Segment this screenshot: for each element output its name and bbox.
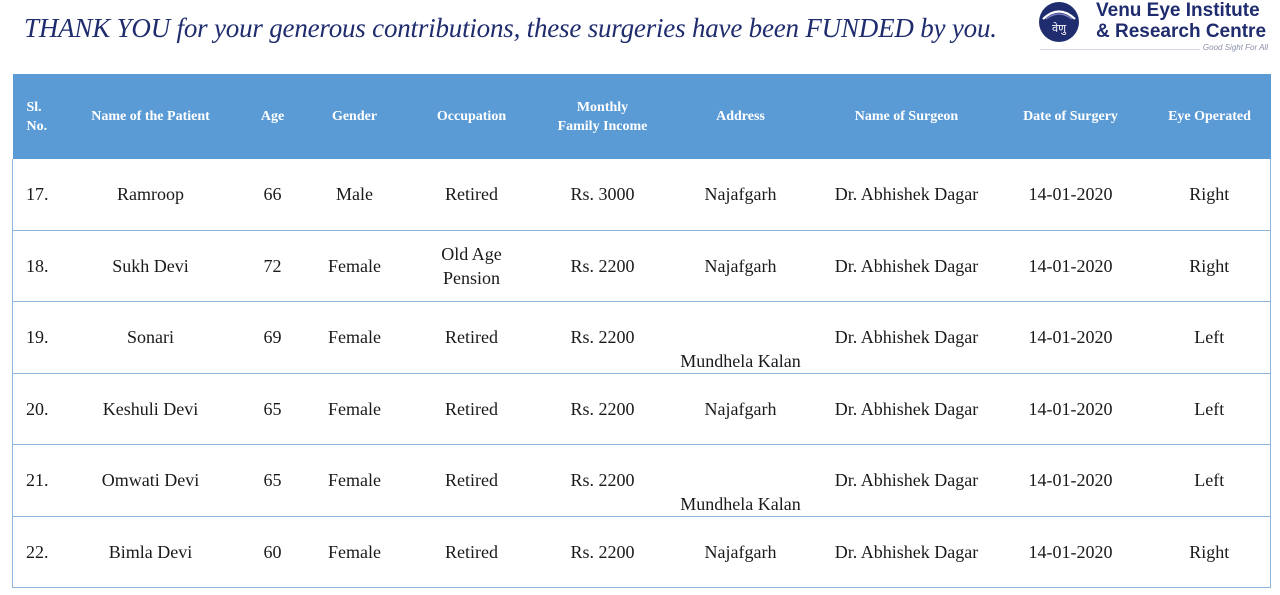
header-occupation: Occupation [399, 75, 545, 159]
cell-occupation: Retired [399, 445, 545, 517]
cell-surgeon: Dr. Abhishek Dagar [821, 373, 993, 445]
table-header-row [13, 75, 1271, 159]
cell-address: Najafgarh [661, 159, 821, 231]
cell-sl-no: 21. [13, 445, 67, 517]
table-row [13, 373, 1271, 445]
cell-date: 14-01-2020 [993, 230, 1149, 302]
institute-name-line2: & Research Centre [1096, 21, 1267, 42]
cell-address: Najafgarh [661, 373, 821, 445]
cell-income: Rs. 2200 [545, 302, 661, 374]
cell-gender: Female [311, 516, 399, 588]
cell-age: 69 [235, 302, 311, 374]
cell-occupation: Retired [399, 516, 545, 588]
cell-income: Rs. 3000 [545, 159, 661, 231]
cell-surgeon: Dr. Abhishek Dagar [821, 302, 993, 374]
table-row [13, 302, 1271, 374]
cell-age: 65 [235, 445, 311, 517]
cell-eye: Left [1149, 445, 1271, 517]
cell-eye: Right [1149, 230, 1271, 302]
institute-name-line1: Venu Eye Institute [1096, 0, 1260, 21]
cell-occupation: Retired [399, 373, 545, 445]
cell-address: Najafgarh [661, 516, 821, 588]
cell-patient-name: Keshuli Devi [67, 373, 235, 445]
header-date: Date of Surgery [993, 75, 1149, 159]
cell-gender: Female [311, 302, 399, 374]
cell-age: 65 [235, 373, 311, 445]
cell-gender: Female [311, 230, 399, 302]
cell-patient-name: Sonari [67, 302, 235, 374]
cell-eye: Right [1149, 516, 1271, 588]
header-age: Age [235, 75, 311, 159]
table-row [13, 230, 1271, 302]
cell-occupation: Old Age Pension [399, 230, 545, 302]
thank-you-banner: THANK YOU for your generous contributions, these surgeries have been FUNDED by you. [24, 13, 997, 43]
cell-age: 72 [235, 230, 311, 302]
surgery-table-container [12, 74, 1270, 587]
cell-patient-name: Sukh Devi [67, 230, 235, 302]
table-row [13, 159, 1271, 231]
cell-sl-no: 18. [13, 230, 67, 302]
cell-address: Mundhela Kalan [661, 445, 821, 517]
header-patient-name: Name of the Patient [67, 75, 235, 159]
cell-surgeon: Dr. Abhishek Dagar [821, 230, 993, 302]
cell-address: Mundhela Kalan [661, 302, 821, 374]
cell-surgeon: Dr. Abhishek Dagar [821, 159, 993, 231]
eye-logo-icon [1038, 1, 1080, 43]
cell-date: 14-01-2020 [993, 159, 1149, 231]
cell-date: 14-01-2020 [993, 302, 1149, 374]
header-surgeon: Name of Surgeon [821, 75, 993, 159]
cell-surgeon: Dr. Abhishek Dagar [821, 445, 993, 517]
cell-gender: Male [311, 159, 399, 231]
cell-sl-no: 20. [13, 373, 67, 445]
table-row [13, 445, 1271, 517]
cell-eye: Left [1149, 302, 1271, 374]
cell-age: 60 [235, 516, 311, 588]
cell-address: Najafgarh [661, 230, 821, 302]
header-sl-no: Sl. No. [13, 75, 67, 159]
header-gender: Gender [311, 75, 399, 159]
institute-logo [1038, 0, 1274, 54]
cell-income: Rs. 2200 [545, 373, 661, 445]
cell-eye: Left [1149, 373, 1271, 445]
institute-name [1096, 0, 1274, 42]
institute-tagline: Good Sight For All [1200, 43, 1268, 52]
cell-income: Rs. 2200 [545, 445, 661, 517]
header-income: Monthly Family Income [545, 75, 661, 159]
logo-mark-text: वेणु [1051, 22, 1067, 35]
cell-income: Rs. 2200 [545, 230, 661, 302]
cell-occupation: Retired [399, 302, 545, 374]
cell-gender: Female [311, 373, 399, 445]
table-row [13, 516, 1271, 588]
cell-occupation: Retired [399, 159, 545, 231]
cell-patient-name: Omwati Devi [67, 445, 235, 517]
cell-eye: Right [1149, 159, 1271, 231]
cell-sl-no: 19. [13, 302, 67, 374]
cell-date: 14-01-2020 [993, 516, 1149, 588]
cell-date: 14-01-2020 [993, 373, 1149, 445]
cell-age: 66 [235, 159, 311, 231]
cell-sl-no: 22. [13, 516, 67, 588]
cell-gender: Female [311, 445, 399, 517]
surgery-table [12, 74, 1271, 588]
cell-date: 14-01-2020 [993, 445, 1149, 517]
cell-sl-no: 17. [13, 159, 67, 231]
cell-surgeon: Dr. Abhishek Dagar [821, 516, 993, 588]
cell-patient-name: Bimla Devi [67, 516, 235, 588]
header-eye: Eye Operated [1149, 75, 1271, 159]
cell-patient-name: Ramroop [67, 159, 235, 231]
cell-income: Rs. 2200 [545, 516, 661, 588]
header-address: Address [661, 75, 821, 159]
